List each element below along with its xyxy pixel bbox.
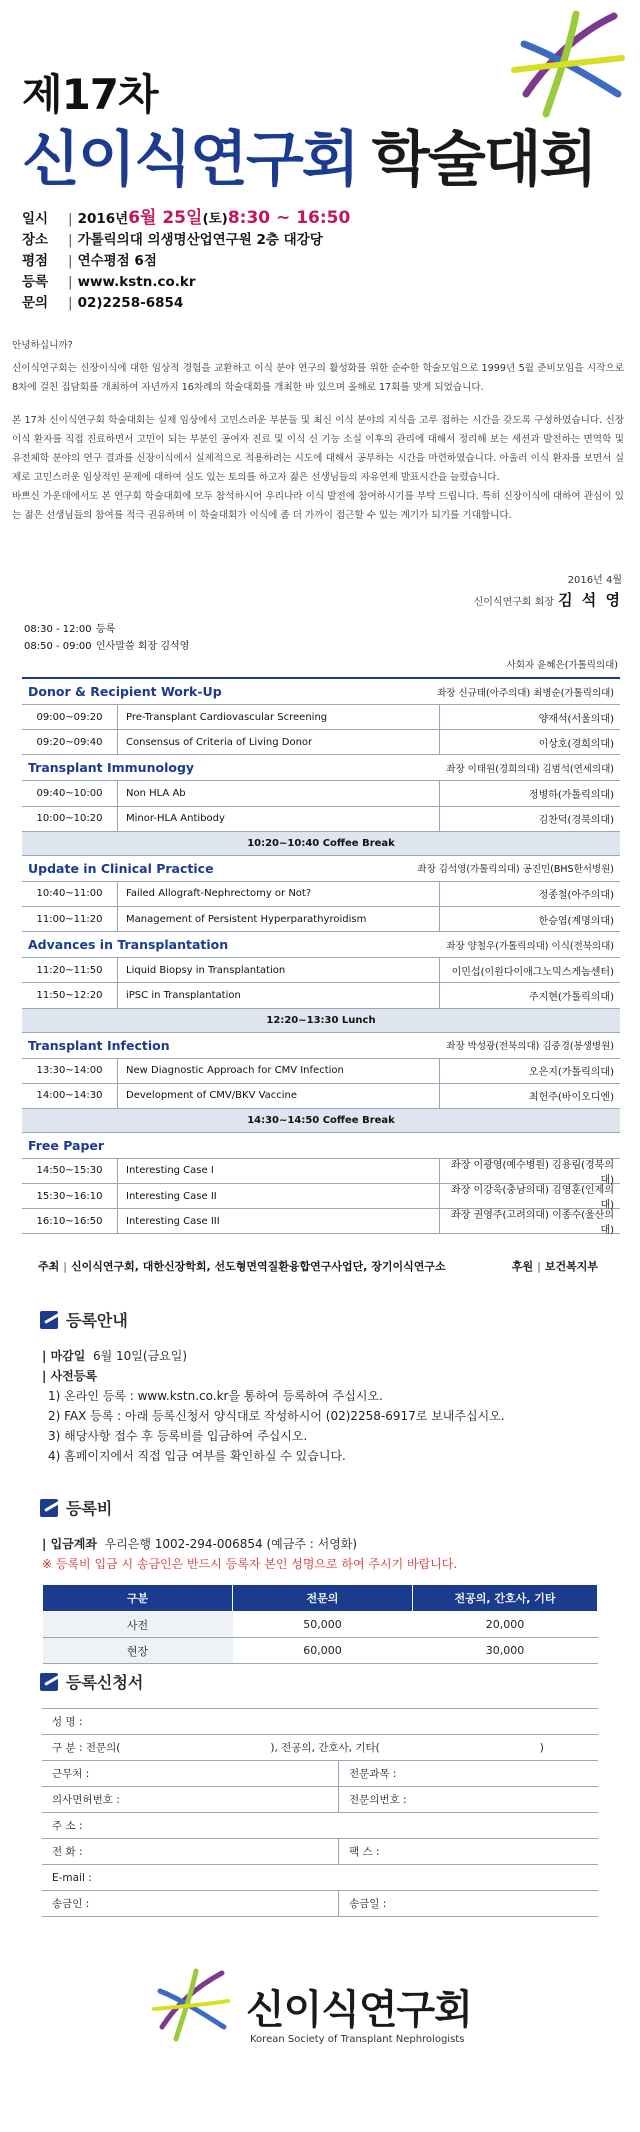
specialist-number-field[interactable]: 전문의번호 : bbox=[338, 1787, 598, 1812]
table-row bbox=[22, 807, 620, 832]
session-time: 15:30~16:10 bbox=[22, 1184, 118, 1208]
pre-schedule: 08:30 - 12:00 등록 08:50 - 09:00 인사말씀 회장 김석영 bbox=[24, 624, 190, 652]
session-time: 11:50~12:20 bbox=[22, 983, 118, 1007]
session-title: Free Paper bbox=[28, 1137, 105, 1153]
session-topic: Minor-HLA Antibody bbox=[118, 807, 440, 831]
table-row bbox=[22, 907, 620, 932]
header bbox=[0, 0, 640, 210]
session-speaker: 좌장 이광영(예수병원) 김용림(경북의대) bbox=[451, 1159, 614, 1186]
session-speaker: 오은지(가톨릭의대) bbox=[528, 1067, 614, 1079]
session-chair: 좌장 이태원(경희의대) 김범석(연세의대) bbox=[446, 763, 614, 775]
session-header bbox=[22, 755, 620, 781]
session-topic: Pre-Transplant Cardiovascular Screening bbox=[118, 705, 440, 729]
workplace-field[interactable]: 근무처 : bbox=[52, 1768, 90, 1780]
registration-step: 1) 온라인 등록 : www.kstn.co.kr을 통하여 등록하여 주십시오. bbox=[48, 1389, 383, 1403]
table-row bbox=[22, 1084, 620, 1109]
session-speaker: 좌장 이강욱(충남의대) 김영훈(인제의대) bbox=[451, 1185, 614, 1212]
session-topic: Interesting Case I bbox=[118, 1159, 440, 1183]
registration-heading: 등록안내 bbox=[40, 1308, 128, 1331]
footer-society-name: 신이식연구회 bbox=[246, 1987, 472, 2033]
send-date-field[interactable]: 송금일 : bbox=[338, 1891, 598, 1916]
session-topic: Consensus of Criteria of Living Donor bbox=[118, 730, 440, 754]
session-time: 10:40~11:00 bbox=[22, 882, 118, 906]
society-logo-icon bbox=[150, 1965, 230, 2045]
registration-step: 4) 홈페이지에서 직접 입금 여부를 확인하실 수 있습니다. bbox=[48, 1449, 346, 1463]
session-chair: 좌장 신규태(아주의대) 최병순(가톨릭의대) bbox=[437, 687, 614, 699]
session-speaker: 한승엽(계명의대) bbox=[538, 915, 614, 927]
table-row bbox=[22, 1209, 620, 1237]
event-info bbox=[22, 208, 622, 314]
registration-step: 3) 해당사항 접수 후 등록비를 입금하여 주십시오. bbox=[48, 1429, 308, 1443]
session-chair: 좌장 박성광(전북의대) 김중경(봉생병원) bbox=[446, 1041, 614, 1052]
info-registration: 등록 | www.kstn.co.kr bbox=[22, 272, 622, 293]
table-row bbox=[22, 705, 620, 730]
session-title: Transplant Immunology bbox=[28, 760, 195, 776]
session-title: Transplant Infection bbox=[28, 1037, 170, 1053]
fee-heading: 등록비 bbox=[40, 1496, 112, 1519]
session-topic: Development of CMV/BKV Vaccine bbox=[118, 1084, 440, 1108]
session-time: 10:00~10:20 bbox=[22, 807, 118, 831]
session-time: 11:00~11:20 bbox=[22, 907, 118, 931]
deadline: | 마감일 6월 10일(금요일) bbox=[42, 1349, 188, 1363]
session-topic: Non HLA Ab bbox=[118, 781, 440, 805]
fee-note: ※ 등록비 입금 시 송금인은 반드시 등록자 본인 성명으로 하여 주시기 바랍니다. bbox=[42, 1557, 458, 1571]
session-speaker: 정종철(아주의대) bbox=[538, 890, 614, 902]
title-society: 신이식연구회 bbox=[22, 125, 358, 195]
greeting-paragraph: 신이식연구회는 신장이식에 대한 임상적 경험을 교환하고 이식 분야 연구의 활성화를 위한 순수한 학술모임으로 1999년 5월 준비모임을 시작으로 8차에 걸친 집담회를 개최하여 자년까지 16차례의 학술대회를 개최한 바 있으며 올해로 17회를 맞게 되었습니다. bbox=[12, 363, 624, 393]
session-time: 09:40~10:00 bbox=[22, 781, 118, 805]
edition-label: 제17차 bbox=[22, 70, 158, 119]
session-topic: iPSC in Transplantation bbox=[118, 983, 440, 1007]
session-time: 09:20~09:40 bbox=[22, 730, 118, 754]
session-speaker: 이민섭(이원다이애그노믹스게놈센터) bbox=[451, 966, 614, 978]
session-speaker: 좌장 권영주(고려의대) 이종수(울산의대) bbox=[451, 1210, 614, 1237]
greeting bbox=[12, 336, 624, 539]
registration-link[interactable]: www.kstn.co.kr bbox=[77, 274, 196, 290]
session-speaker: 양재석(서울의대) bbox=[538, 713, 614, 725]
registration-info bbox=[42, 1346, 602, 1466]
session-title: Update in Clinical Practice bbox=[28, 860, 214, 876]
info-place: 장소 | 가톨릭의대 의생명산업연구원 2층 대강당 bbox=[22, 232, 323, 248]
type-field[interactable]: 구 분 : 전문의( ), 전공의, 간호사, 기타( ) bbox=[52, 1741, 544, 1754]
registration-form bbox=[42, 1708, 598, 1917]
form-heading: 등록신청서 bbox=[40, 1670, 143, 1693]
greeting-paragraph: 본 17차 신이식연구회 학술대회는 실제 임상에서 고민스러운 부분들 및 최신 이식 분야의 지식을 고루 접하는 시간을 갖도록 구성하였습니다. 신장이식 환자를 직접 진료하면서 고민이 되는 부분인 공여자 진료 및 이식 신 기능 소실 이후의 관리에 대해서 정리해 보는 세션과 발전하는 면역학 및 유전체학 분야의 연구 결과를 신장이식에서 실제적으로 적용하려는 시도에 대해서 공부하는 시간을 마련하였습니다. 아울러 이식 환자를 보면서 실제로 고민스러운 임상적인 문제에 대하여 심도 있는 토의를 하고자 젊은 선생님들의 자유연제 발표시간을 늘렸습니다. bbox=[12, 415, 624, 483]
sender-field[interactable]: 송금인 : bbox=[52, 1898, 90, 1910]
session-time: 13:30~14:00 bbox=[22, 1059, 118, 1083]
fee-account: | 입금계좌 우리은행 1002-294-006854 (예금주 : 서영화) ※ 등록비 입금 시 송금인은 반드시 등록자 본인 성명으로 하여 주시기 바랍니다. bbox=[42, 1534, 602, 1574]
greeting-hello: 안녕하십니까? bbox=[12, 340, 73, 351]
greeting-date: 2016년 4월 bbox=[567, 575, 622, 586]
session-header bbox=[22, 1033, 620, 1059]
page-title bbox=[22, 112, 596, 198]
section-arrow-icon bbox=[40, 1673, 58, 1691]
session-time: 16:10~16:50 bbox=[22, 1209, 118, 1233]
session-title: Donor & Recipient Work-Up bbox=[28, 684, 222, 699]
department-field[interactable]: 전문과목 : bbox=[338, 1761, 598, 1786]
session-topic: Failed Allograft-Nephrectomy or Not? bbox=[118, 882, 440, 906]
fee-table: 구분 전문의 전공의, 간호사, 기타 사전 50,000 20,000 현장 60,000 30,000 bbox=[42, 1584, 598, 1664]
session-header bbox=[22, 932, 620, 958]
session-header bbox=[22, 679, 620, 705]
session-topic: Liquid Biopsy in Transplantation bbox=[118, 958, 440, 982]
session-chair: 좌장 김석영(가톨릭의대) 공진민(BHS한서병원) bbox=[417, 864, 614, 876]
session-speaker: 최헌주(바이오디엔) bbox=[528, 1092, 614, 1104]
table-row bbox=[22, 983, 620, 1008]
session-chair: 좌장 양철우(가톨릭의대) 이식(전북의대) bbox=[446, 940, 614, 952]
session-speaker: 주지현(가톨릭의대) bbox=[528, 991, 614, 1003]
break-row: 14:30~14:50 Coffee Break bbox=[22, 1109, 620, 1133]
session-speaker: 정병하(가톨릭의대) bbox=[528, 789, 614, 801]
table-row bbox=[22, 1059, 620, 1084]
session-topic: New Diagnostic Approach for CMV Infection bbox=[118, 1059, 440, 1083]
moderator: 사회자 윤혜은(가톨릭의대) bbox=[506, 660, 618, 671]
table-row bbox=[22, 958, 620, 983]
signature: 신이식연구회 회장 김 석 영 bbox=[473, 591, 622, 609]
session-time: 14:50~15:30 bbox=[22, 1159, 118, 1183]
session-header bbox=[22, 1133, 620, 1159]
section-arrow-icon bbox=[40, 1311, 58, 1329]
address-field[interactable]: 주 소 : bbox=[52, 1820, 83, 1832]
registration-step: 2) FAX 등록 : 아래 등록신청서 양식대로 작성하시어 (02)2258-6917로 보내주십시오. bbox=[48, 1409, 505, 1423]
break-row: 10:20~10:40 Coffee Break bbox=[22, 832, 620, 856]
session-time: 11:20~11:50 bbox=[22, 958, 118, 982]
session-speaker: 김찬덕(경북의대) bbox=[538, 815, 614, 827]
session-header bbox=[22, 856, 620, 882]
session-time: 14:00~14:30 bbox=[22, 1084, 118, 1108]
fax-field[interactable]: 팩 스 : bbox=[338, 1839, 598, 1864]
section-arrow-icon bbox=[40, 1499, 58, 1517]
pre-registration-label: | 사전등록 bbox=[42, 1369, 97, 1383]
session-topic: Management of Persistent Hyperparathyroidism bbox=[118, 907, 440, 931]
phone-field[interactable]: 전 화 : bbox=[52, 1846, 83, 1858]
info-contact: 문의 | 02)2258-6854 bbox=[22, 295, 184, 311]
organizers: 주최 | 신이식연구회, 대한신장학회, 선도형면역질환융합연구사업단, 장기이식연구소 후원 | 보건복지부 bbox=[38, 1260, 598, 1273]
session-topic: Interesting Case II bbox=[118, 1184, 440, 1208]
schedule-table bbox=[22, 677, 620, 1237]
license-field[interactable]: 의사면허번호 : bbox=[52, 1794, 120, 1806]
info-date: 일시 | 2016년 6월 25일 (토) 8:30 ~ 16:50 bbox=[22, 208, 351, 228]
footer-society-name-en: Korean Society of Transplant Nephrologists bbox=[250, 2034, 465, 2045]
session-speaker: 이상호(경희의대) bbox=[538, 738, 614, 750]
session-title: Advances in Transplantation bbox=[28, 937, 229, 953]
session-topic: Interesting Case III bbox=[118, 1209, 440, 1233]
table-row bbox=[22, 781, 620, 806]
table-row bbox=[22, 882, 620, 907]
greeting-paragraph: 바쁘신 가운데에서도 본 연구회 학술대회에 모두 참석하시어 우리나라 이식 발전에 참여하시기를 부탁 드립니다. 특히 신장이식에 대하여 관심이 있는 젊은 선생님들의 참여를 적극 권유하며 이 학술대회가 이식에 좀 더 가까이 접근할 수 있는 계기가 되기를 기대합니다. bbox=[12, 491, 624, 521]
email-field[interactable]: E-mail : bbox=[52, 1871, 92, 1884]
name-field[interactable]: 성 명 : bbox=[52, 1716, 83, 1728]
title-event: 학술대회 bbox=[371, 125, 596, 195]
society-logo-icon bbox=[506, 4, 626, 124]
session-time: 09:00~09:20 bbox=[22, 705, 118, 729]
break-row: 12:20~13:30 Lunch bbox=[22, 1009, 620, 1033]
table-row: 현장 60,000 30,000 bbox=[43, 1638, 598, 1664]
info-credit: 평점 | 연수평점 6점 bbox=[22, 253, 157, 269]
table-row bbox=[22, 730, 620, 755]
table-row: 사전 50,000 20,000 bbox=[43, 1612, 598, 1638]
